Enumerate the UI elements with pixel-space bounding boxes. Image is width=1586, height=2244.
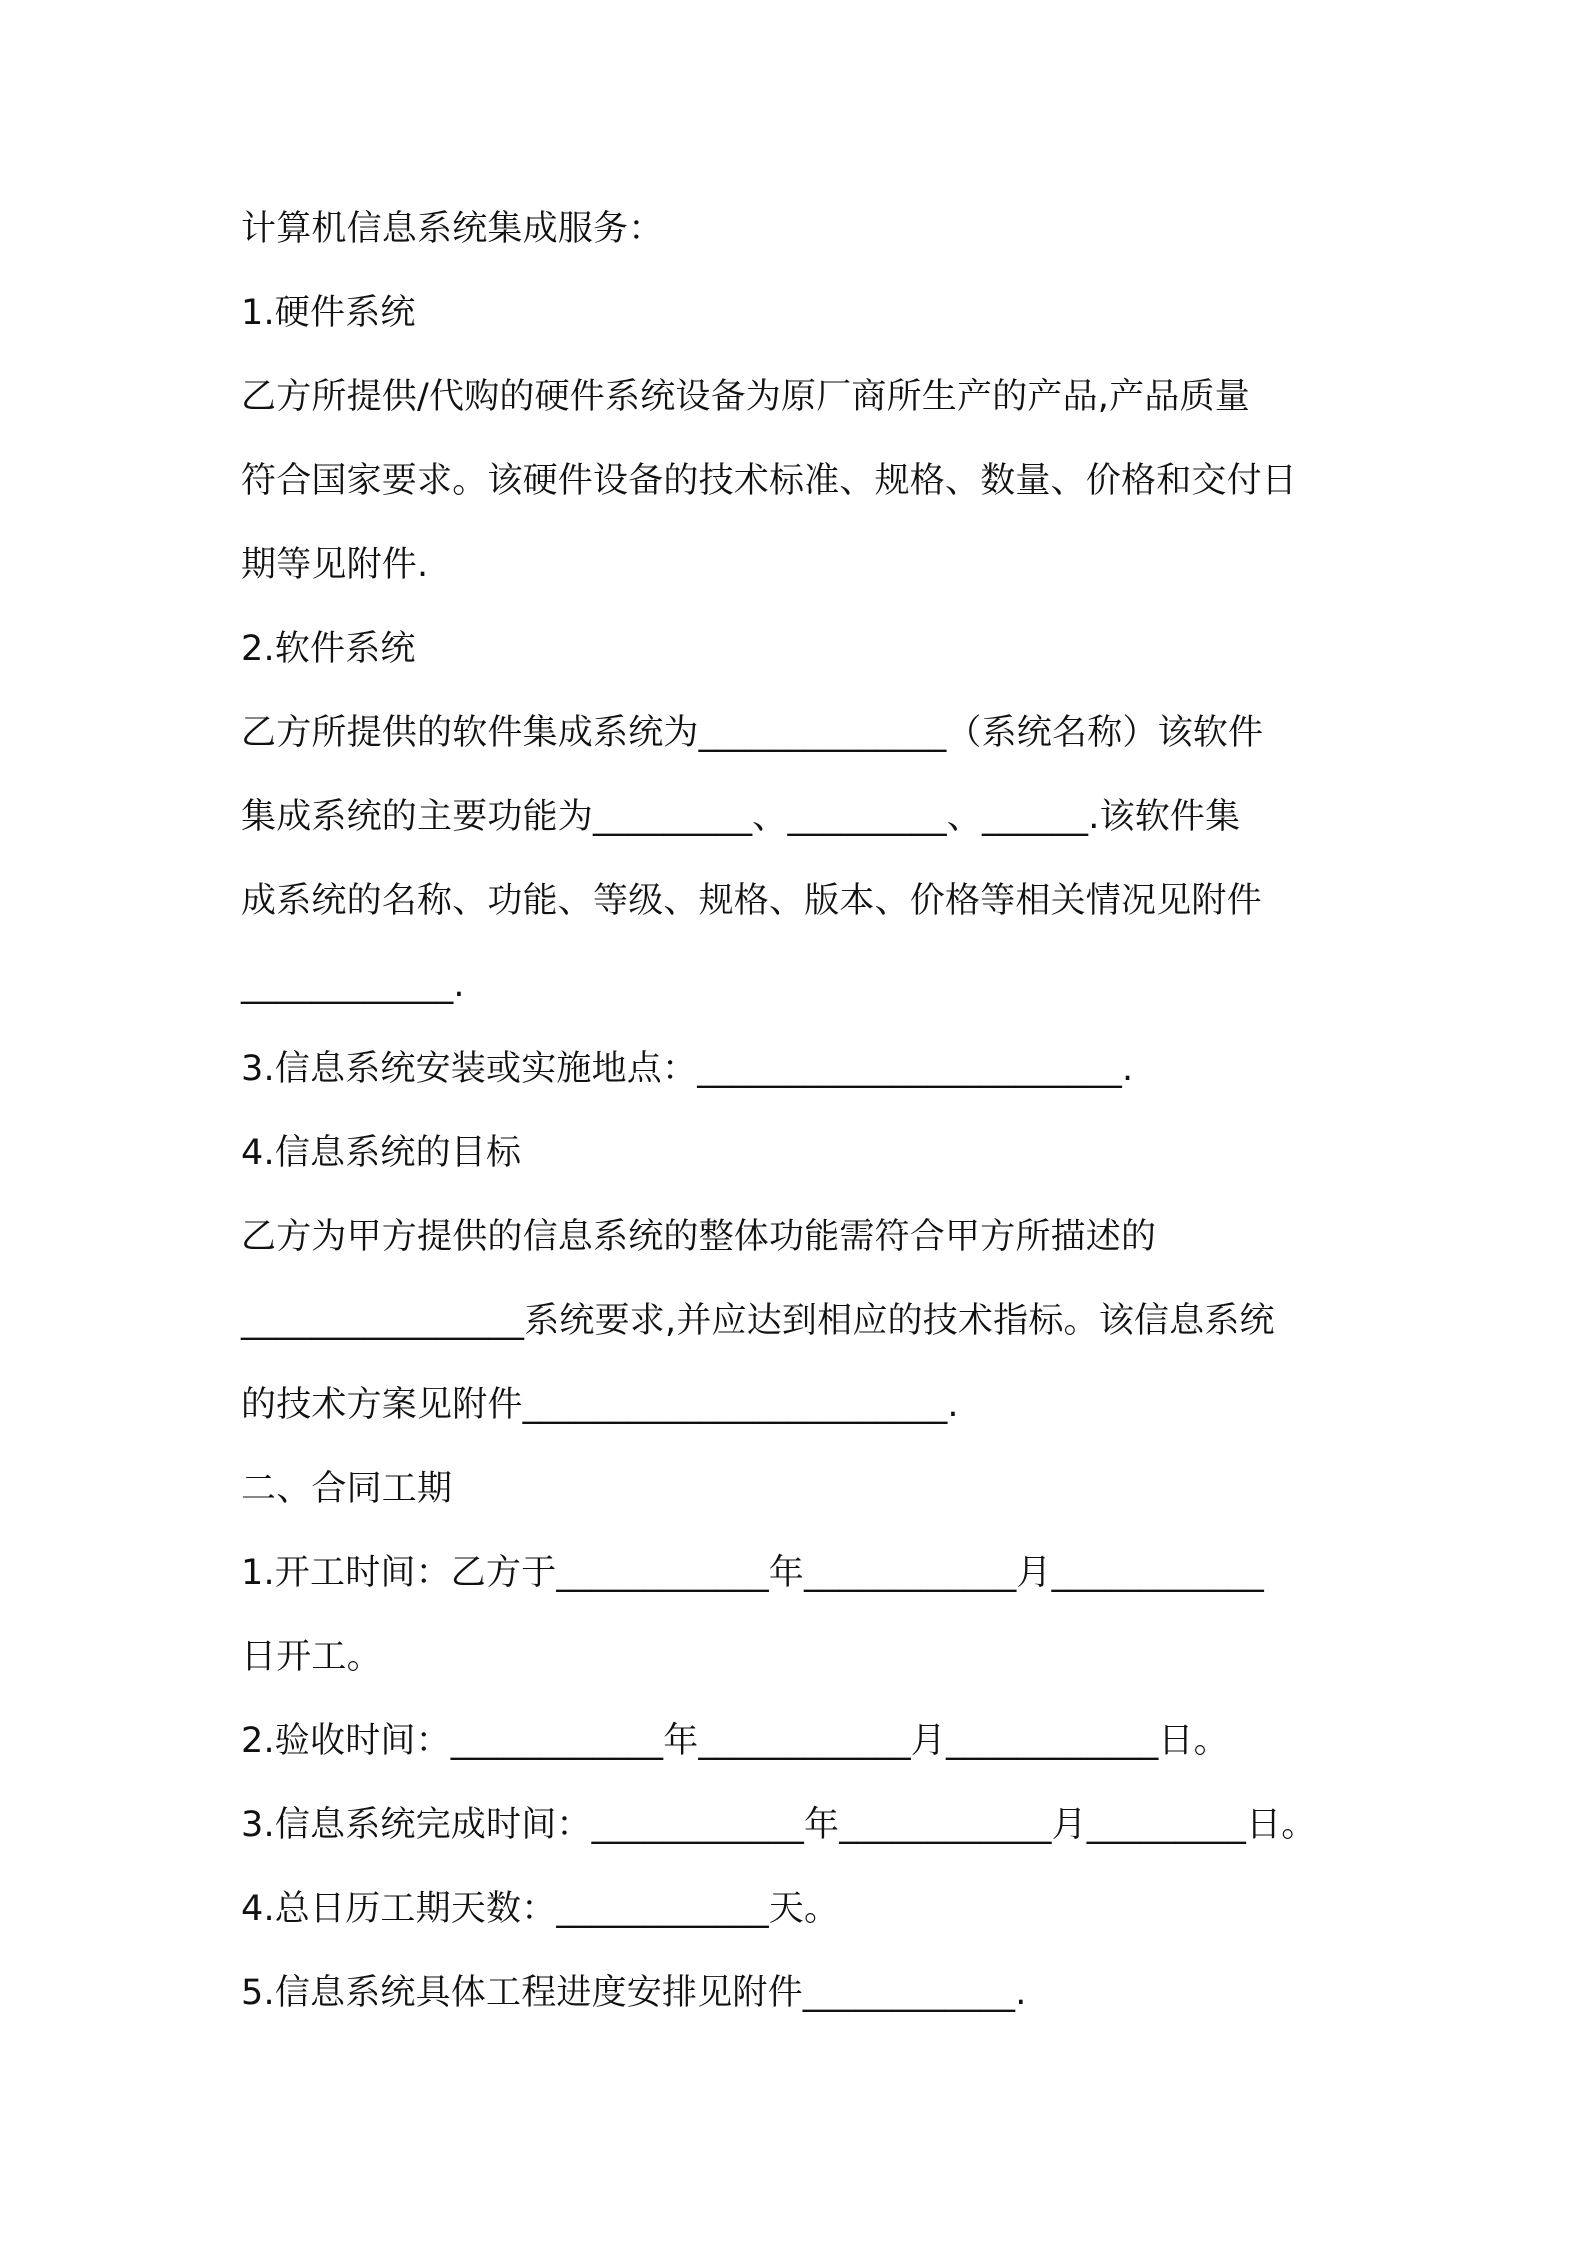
section-heading-schedule: 二、合同工期 [241,1469,453,1509]
paragraph-line: 乙方为甲方提供的信息系统的整体功能需符合甲方所描述的 [241,1217,1157,1257]
paragraph-line: 成系统的名称、功能、等级、规格、版本、价格等相关情况见附件 [241,881,1262,921]
subsection-heading-software: 2.软件系统 [241,629,416,669]
paragraph-line: 期等见附件. [241,545,429,585]
paragraph-line: ____________. [241,965,465,1005]
paragraph-line: ________________系统要求,并应达到相应的技术指标。该信息系统 [241,1301,1275,1341]
paragraph-line: 的技术方案见附件________________________. [241,1385,959,1425]
subsection-heading-goal: 4.信息系统的目标 [241,1133,522,1173]
subsection-heading-hardware: 1.硬件系统 [241,293,416,333]
progress-schedule-line: 5.信息系统具体工程进度安排见附件____________. [241,1973,1027,2013]
paragraph-line: 乙方所提供的软件集成系统为______________（系统名称）该软件 [241,713,1264,753]
paragraph-line: 符合国家要求。该硬件设备的技术标准、规格、数量、价格和交付日 [241,461,1298,501]
completion-date-line: 3.信息系统完成时间：____________年____________月_________日。 [241,1805,1317,1845]
paragraph-line: 集成系统的主要功能为_________、_________、______.该软件集 [241,797,1241,837]
paragraph-line: 乙方所提供/代购的硬件系统设备为原厂商所生产的产品,产品质量 [241,377,1250,417]
acceptance-date-line: 2.验收时间：____________年____________月____________日。 [241,1721,1229,1761]
start-date-line-cont: 日开工。 [241,1637,382,1677]
section-heading: 计算机信息系统集成服务： [241,209,664,249]
start-date-line: 1.开工时间：乙方于____________年____________月____________ [241,1553,1264,1593]
total-days-line: 4.总日历工期天数：____________天。 [241,1889,840,1929]
install-location-line: 3.信息系统安装或实施地点：________________________. [241,1049,1134,1089]
